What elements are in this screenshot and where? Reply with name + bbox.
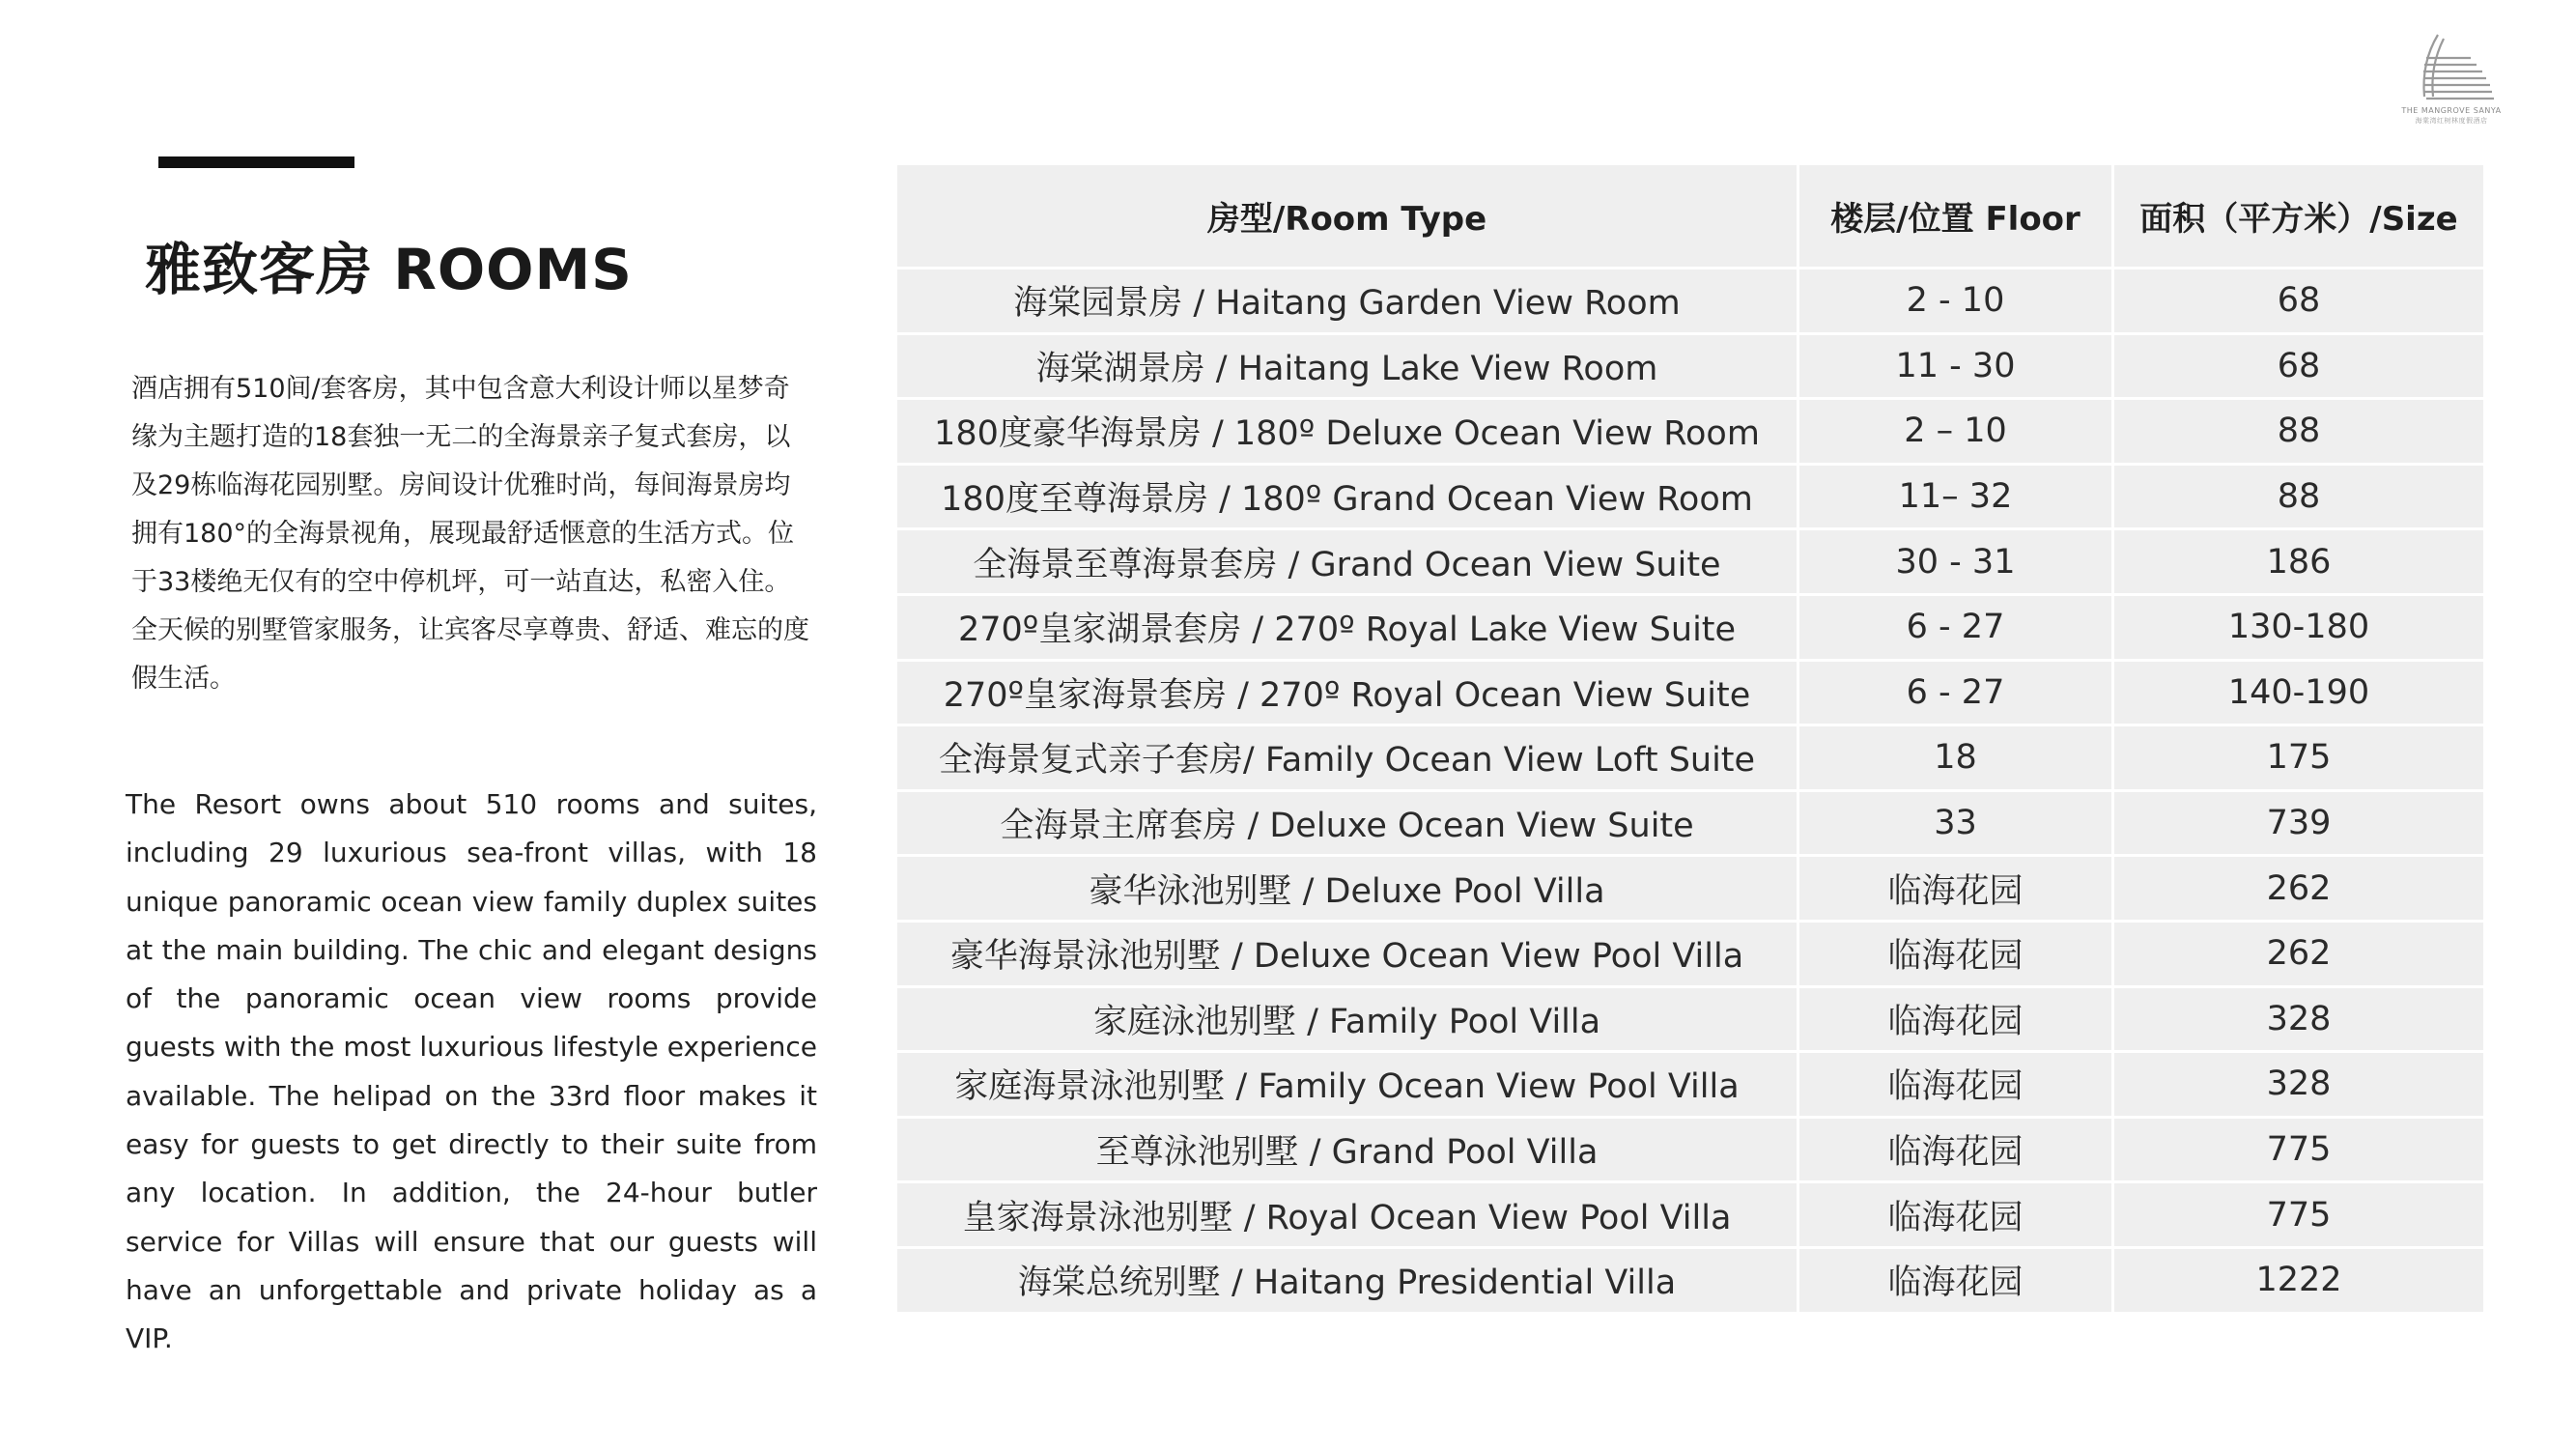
floor-cell: 6 - 27 <box>1798 660 2113 725</box>
floor-cell: 6 - 27 <box>1798 594 2113 660</box>
intro-chinese <box>131 365 836 703</box>
room-type-cell: 180度豪华海景房 / 180º Deluxe Ocean View Room <box>896 399 1798 465</box>
floor-cell: 2 – 10 <box>1798 399 2113 465</box>
intro-english: The Resort owns about 510 rooms and suites, including 29 luxurious sea-front villas, with 18 unique panoramic ocean view family duplex suites at the main building. The chic and elegant designs of the panoramic ocean view rooms provide guests with the most luxurious lifestyle experience available. The helipad on the 33rd floor makes it easy for guests to get directly to their suite from any location. In addition, the 24-hour butler service for Villas will ensure that our guests will have an unforgettable and private holiday as a VIP. <box>126 788 817 1355</box>
size-cell: 130-180 <box>2113 594 2485 660</box>
size-cell: 775 <box>2113 1117 2485 1182</box>
table-row <box>896 594 2485 660</box>
intro-cn-line: 及29栋临海花园别墅。房间设计优雅时尚，每间海景房均 <box>131 470 791 500</box>
intro-cn-line: 假生活。 <box>131 664 236 694</box>
room-type-cell: 海棠湖景房 / Haitang Lake View Room <box>896 333 1798 399</box>
room-type-cell: 全海景主席套房 / Deluxe Ocean View Suite <box>896 790 1798 856</box>
floor-cell: 临海花园 <box>1798 921 2113 986</box>
room-type-cell: 全海景复式亲子套房/ Family Ocean View Loft Suite <box>896 725 1798 791</box>
size-cell: 88 <box>2113 399 2485 465</box>
floor-cell: 11 - 30 <box>1798 333 2113 399</box>
room-type-cell: 270º皇家湖景套房 / 270º Royal Lake View Suite <box>896 594 1798 660</box>
room-type-cell: 豪华海景泳池别墅 / Deluxe Ocean View Pool Villa <box>896 921 1798 986</box>
room-type-cell: 皇家海景泳池别墅 / Royal Ocean View Pool Villa <box>896 1182 1798 1248</box>
logo-wordmark: THE MANGROVE SANYA <box>2401 106 2502 115</box>
table-row <box>896 725 2485 791</box>
table-row <box>896 1182 2485 1248</box>
floor-cell: 2 - 10 <box>1798 269 2113 334</box>
size-cell: 262 <box>2113 856 2485 922</box>
title-accent-bar <box>158 156 354 168</box>
size-cell: 1222 <box>2113 1247 2485 1313</box>
intro-cn-line: 于33楼绝无仅有的空中停机坪，可一站直达，私密入住。 <box>131 567 791 597</box>
table-row <box>896 856 2485 922</box>
size-cell: 775 <box>2113 1182 2485 1248</box>
floor-cell: 临海花园 <box>1798 986 2113 1052</box>
table-row <box>896 529 2485 595</box>
floor-cell: 11– 32 <box>1798 464 2113 529</box>
table-row <box>896 790 2485 856</box>
floor-cell: 临海花园 <box>1798 1247 2113 1313</box>
size-cell: 68 <box>2113 269 2485 334</box>
size-cell: 328 <box>2113 1052 2485 1118</box>
room-types-table <box>894 162 2486 1315</box>
table-row <box>896 986 2485 1052</box>
room-type-cell: 全海景至尊海景套房 / Grand Ocean View Suite <box>896 529 1798 595</box>
page-title: 雅致客房 ROOMS <box>145 237 633 302</box>
table-row <box>896 333 2485 399</box>
intro-cn-line: 缘为主题打造的18套独一无二的全海景亲子复式套房，以 <box>131 422 791 452</box>
room-table-container <box>894 162 2483 1310</box>
floor-cell: 临海花园 <box>1798 1182 2113 1248</box>
size-cell: 88 <box>2113 464 2485 529</box>
table-row <box>896 1247 2485 1313</box>
table-row <box>896 1052 2485 1118</box>
table-row <box>896 1117 2485 1182</box>
header-room-type: 房型/Room Type <box>896 164 1798 269</box>
room-type-cell: 180度至尊海景房 / 180º Grand Ocean View Room <box>896 464 1798 529</box>
intro-cn-line: 酒店拥有510间/套客房，其中包含意大利设计师以星梦奇 <box>131 374 790 404</box>
room-type-cell: 海棠园景房 / Haitang Garden View Room <box>896 269 1798 334</box>
size-cell: 175 <box>2113 725 2485 791</box>
room-type-cell: 家庭泳池别墅 / Family Pool Villa <box>896 986 1798 1052</box>
room-type-cell: 豪华泳池别墅 / Deluxe Pool Villa <box>896 856 1798 922</box>
header-floor: 楼层/位置 Floor <box>1798 164 2113 269</box>
table-row <box>896 399 2485 465</box>
hotel-logo <box>2392 29 2511 135</box>
floor-cell: 18 <box>1798 725 2113 791</box>
floor-cell: 临海花园 <box>1798 856 2113 922</box>
floor-cell: 临海花园 <box>1798 1117 2113 1182</box>
size-cell: 140-190 <box>2113 660 2485 725</box>
room-type-cell: 家庭海景泳池别墅 / Family Ocean View Pool Villa <box>896 1052 1798 1118</box>
sail-logo-icon <box>2403 29 2500 106</box>
table-row <box>896 660 2485 725</box>
table-row <box>896 464 2485 529</box>
room-type-cell: 270º皇家海景套房 / 270º Royal Ocean View Suite <box>896 660 1798 725</box>
size-cell: 68 <box>2113 333 2485 399</box>
logo-subtext: 海棠湾红树林度假酒店 <box>2415 117 2488 125</box>
size-cell: 186 <box>2113 529 2485 595</box>
table-header-row <box>896 164 2485 269</box>
table-row <box>896 921 2485 986</box>
intro-cn-line: 拥有180°的全海景视角，展现最舒适惬意的生活方式。位 <box>131 519 795 549</box>
intro-cn-line: 全天候的别墅管家服务，让宾客尽享尊贵、舒适、难忘的度 <box>131 615 809 645</box>
table-row <box>896 269 2485 334</box>
floor-cell: 30 - 31 <box>1798 529 2113 595</box>
floor-cell: 33 <box>1798 790 2113 856</box>
header-size: 面积（平方米）/Size <box>2113 164 2485 269</box>
size-cell: 262 <box>2113 921 2485 986</box>
size-cell: 328 <box>2113 986 2485 1052</box>
room-type-cell: 至尊泳池别墅 / Grand Pool Villa <box>896 1117 1798 1182</box>
size-cell: 739 <box>2113 790 2485 856</box>
room-type-cell: 海棠总统别墅 / Haitang Presidential Villa <box>896 1247 1798 1313</box>
floor-cell: 临海花园 <box>1798 1052 2113 1118</box>
